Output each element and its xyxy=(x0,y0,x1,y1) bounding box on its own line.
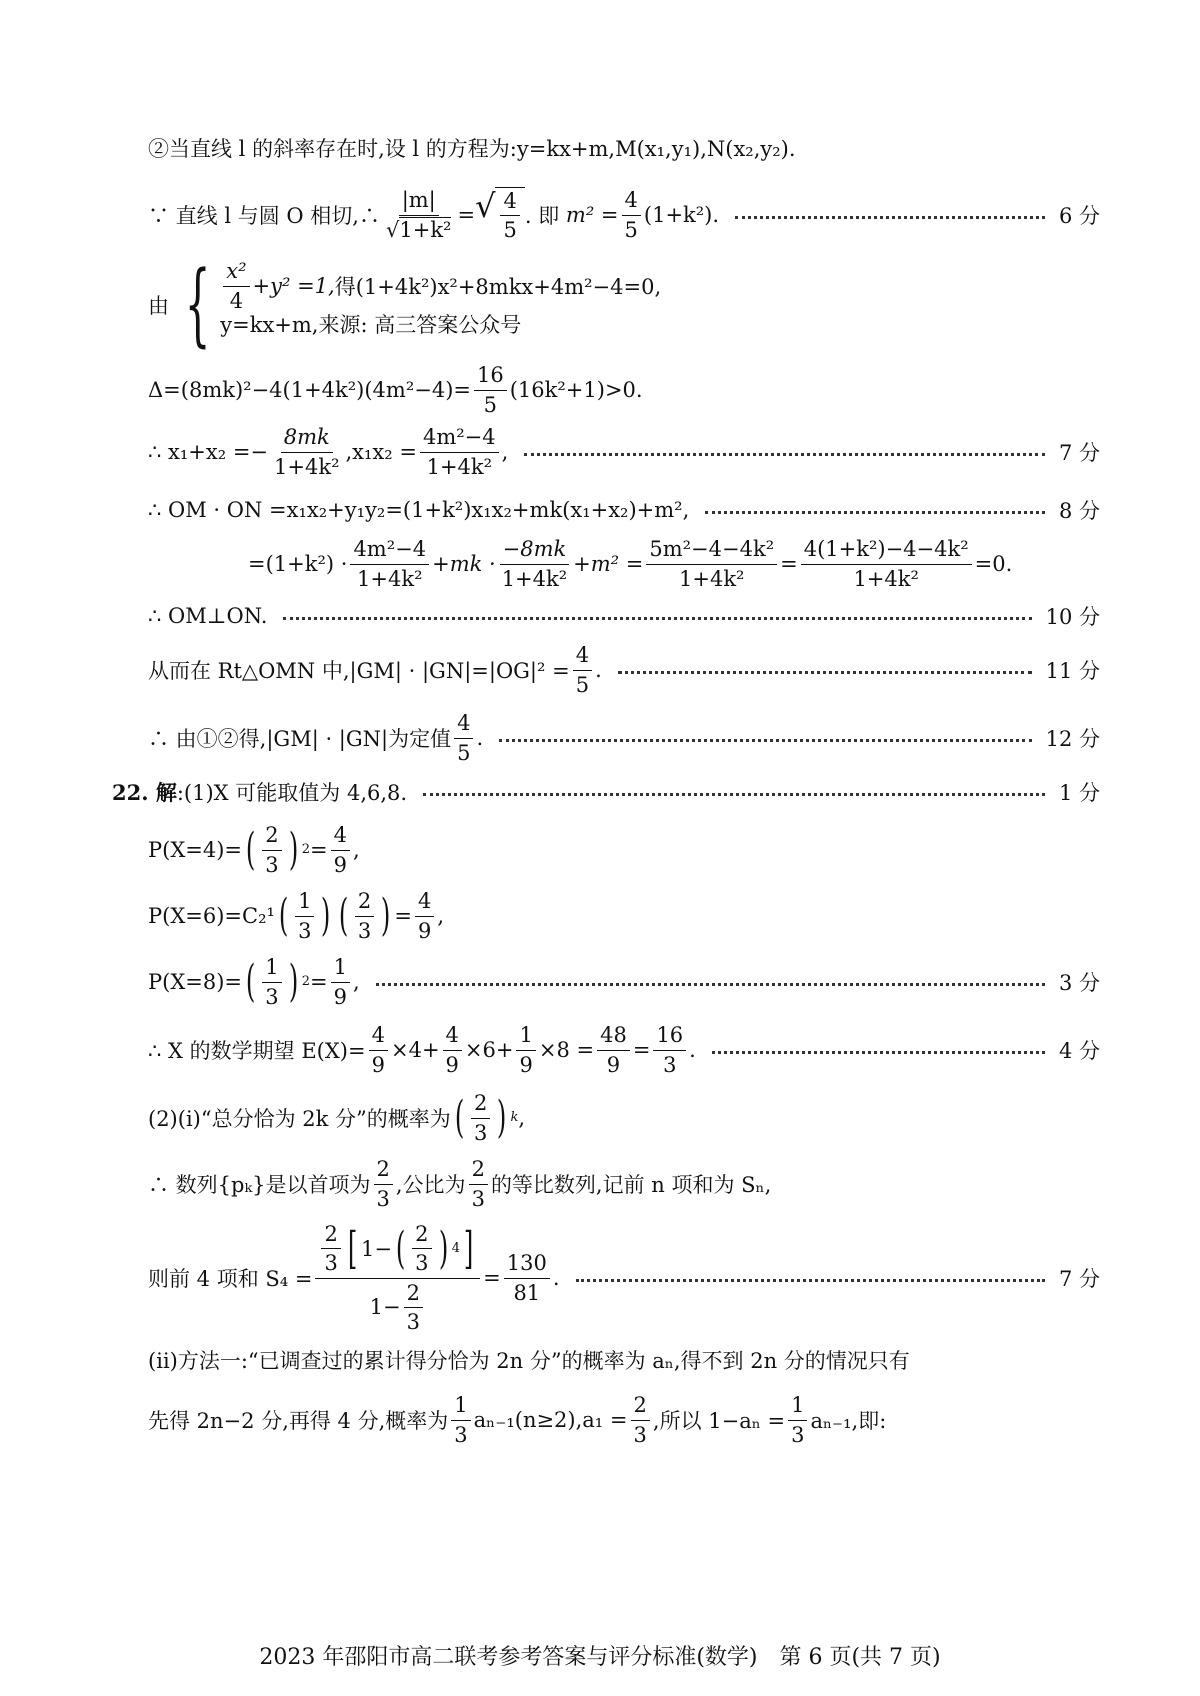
denominator: 1+4k² xyxy=(426,454,493,479)
dot-leader xyxy=(712,1051,1045,1054)
score: 8 分 xyxy=(1058,499,1100,523)
period: . xyxy=(689,1038,696,1062)
line-text: 先得 2n−2 分,再得 4 分,概率为 xyxy=(148,1409,449,1433)
score: 7 分 xyxy=(1058,1267,1100,1291)
dot-leader xyxy=(499,739,1031,742)
bracket: ] xyxy=(463,1222,474,1274)
line-text: ,x₁x₂ = xyxy=(345,440,417,464)
math-text: 1− xyxy=(361,1236,392,1261)
fraction xyxy=(331,954,350,1010)
fraction xyxy=(469,1156,488,1212)
paren: ) xyxy=(288,824,298,875)
fraction xyxy=(653,1022,686,1078)
denominator xyxy=(367,1279,429,1336)
fraction xyxy=(443,1022,462,1078)
line-text: 则前 4 项和 S₄ = xyxy=(148,1267,313,1291)
fraction xyxy=(331,822,350,878)
score: 12 分 xyxy=(1045,727,1100,751)
score: 10 分 xyxy=(1045,605,1100,629)
line-text: ∴ 由①②得,|GM| · |GN|为定值 xyxy=(148,727,452,751)
fraction xyxy=(262,954,281,1010)
text-line: P(X=8)= ( $\frac{1}{3}$ ) 2 = $\frac{1}{9}$ , 3 分 xyxy=(148,955,1100,1009)
fraction xyxy=(321,1221,340,1277)
denominator: 9 xyxy=(417,918,432,943)
denominator: 1+4k² xyxy=(274,454,340,479)
line-text: . 即 xyxy=(524,204,560,228)
numerator: 1 xyxy=(451,1392,470,1420)
numerator: x² xyxy=(223,258,249,286)
line-text: ,公比为 xyxy=(395,1173,466,1197)
fraction xyxy=(315,1221,480,1335)
dot-leader xyxy=(376,983,1045,986)
fraction xyxy=(369,1022,388,1078)
score: 3 分 xyxy=(1058,971,1100,995)
numerator: 48 xyxy=(597,1022,630,1050)
fraction xyxy=(801,536,972,592)
fraction xyxy=(788,1392,807,1448)
comma: , xyxy=(518,1106,526,1130)
numerator: 2 xyxy=(469,1156,488,1184)
dot-leader xyxy=(576,1279,1045,1282)
dot-leader xyxy=(524,453,1045,456)
equals: = xyxy=(394,904,412,928)
paren: ) xyxy=(438,1222,448,1274)
line-text: P(X=4)= xyxy=(148,838,243,862)
fraction xyxy=(383,187,455,243)
text-line xyxy=(148,1152,771,1216)
numerator: 4 xyxy=(500,188,519,216)
numerator: 2 xyxy=(321,1221,340,1249)
paren: ( xyxy=(454,1092,465,1143)
numerator: 1 xyxy=(788,1392,807,1420)
numerator: 16 xyxy=(653,1022,686,1050)
numerator: $\frac{2}{3}$ [ 1− ( $\frac{2}{3}$ ) 4 ] xyxy=(315,1221,480,1279)
denominator: 3 xyxy=(406,1309,420,1334)
text-line xyxy=(148,358,643,422)
dot-leader xyxy=(705,511,1045,514)
paren: ( xyxy=(245,824,256,875)
fraction xyxy=(350,536,429,592)
numerator: 4 xyxy=(573,642,592,670)
fraction xyxy=(271,424,342,480)
denominator: 3 xyxy=(298,918,312,943)
numerator: 1 xyxy=(262,954,281,982)
fraction xyxy=(504,1250,550,1306)
brace: { xyxy=(184,252,211,357)
equals: = xyxy=(632,1038,651,1062)
denominator: √1+k² xyxy=(385,217,452,242)
denominator: 3 xyxy=(791,1422,805,1447)
line-text: ∴ X 的数学期望 E(X)= xyxy=(148,1039,366,1063)
numerator: 4 xyxy=(443,1022,462,1050)
page-footer: 2023 年邵阳市高二联考参考答案与评分标准(数学) 第 6 页(共 7 页) xyxy=(259,1645,941,1670)
denominator: 5 xyxy=(457,740,471,765)
equation-system xyxy=(148,252,662,357)
line-text: (ⅱ)方法一:“已调查过的累计得分恰为 2n 分”的概率为 aₙ,得不到 2n 分的情况只有 xyxy=(148,1349,910,1373)
fraction xyxy=(646,536,777,592)
line-text: Δ=(8mk)²−4(1+4k²)(4m²−4)= xyxy=(148,378,471,402)
numerator: 1 xyxy=(295,888,314,916)
line-text: (2)(ⅰ)“总分恰为 2k 分”的概率为 xyxy=(148,1107,451,1131)
denominator: 1+4k² xyxy=(853,566,919,591)
denominator: 9 xyxy=(333,984,348,1009)
line-text: (16k²+1)>0. xyxy=(509,378,643,402)
numerator: 4 xyxy=(331,822,350,850)
paren: ) xyxy=(288,956,298,1007)
text-line xyxy=(148,1218,1100,1338)
radicand: 1+k² xyxy=(399,217,452,242)
denominator: 9 xyxy=(445,1052,459,1077)
numerator: 2 xyxy=(412,1221,431,1249)
score: 7 分 xyxy=(1058,441,1100,465)
comma: , xyxy=(437,904,445,928)
text-line xyxy=(148,596,1100,636)
denominator: 1+4k² xyxy=(679,566,745,591)
line-text: =(1+k²) · xyxy=(248,552,348,576)
fraction xyxy=(516,1022,535,1078)
period: . xyxy=(552,1266,560,1290)
fraction xyxy=(262,822,281,878)
numerator: 16 xyxy=(474,362,507,390)
paren: ( xyxy=(278,890,289,941)
math-text: m² = xyxy=(565,203,619,227)
fraction xyxy=(499,536,570,592)
numerator: 5m²−4−4k² xyxy=(646,536,777,564)
text-line xyxy=(148,1018,1100,1082)
numerator: 2 xyxy=(631,1392,650,1420)
fraction xyxy=(474,362,507,418)
math-text: ×4+ xyxy=(390,1038,440,1062)
sqrt xyxy=(475,187,525,244)
math-text: ×8 = xyxy=(538,1038,595,1062)
question-header xyxy=(112,772,1100,812)
dot-leader xyxy=(283,617,1031,620)
numerator: 4(1+k²)−4−4k² xyxy=(801,536,972,564)
numerator: 4 xyxy=(454,710,473,738)
fraction xyxy=(295,888,314,944)
score: 4 分 xyxy=(1058,1039,1100,1063)
text-line xyxy=(148,1086,525,1150)
text-line xyxy=(148,420,1100,484)
line-text: ,所以 1−aₙ = xyxy=(652,1409,786,1433)
fraction xyxy=(374,1156,393,1212)
math-text: +mk · xyxy=(432,552,496,576)
line-text: ∴ x₁+x₂ =− xyxy=(148,440,269,464)
numerator: 4m²−4 xyxy=(420,424,499,452)
denominator: 3 xyxy=(473,1120,488,1145)
period: . xyxy=(476,726,484,750)
denominator: 9 xyxy=(519,1052,533,1077)
math-text: 1− xyxy=(369,1295,401,1320)
denominator: 5 xyxy=(575,672,590,697)
fraction xyxy=(471,1090,490,1146)
equals: = xyxy=(310,838,328,862)
system-row xyxy=(220,259,662,313)
system-rows xyxy=(220,259,662,343)
numerator: 2 xyxy=(355,888,374,916)
text-line xyxy=(148,884,444,948)
denominator: 3 xyxy=(265,852,279,877)
math-text: (1+k²). xyxy=(643,203,720,227)
numerator: 8mk xyxy=(281,424,333,452)
line-text: ∴ OM · ON =x₁x₂+y₁y₂=(1+k²)x₁x₂+mk(x₁+x₂)+m², xyxy=(148,498,690,522)
paren: ( xyxy=(395,1222,406,1274)
denominator: 3 xyxy=(357,918,372,943)
numerator: 4m²−4 xyxy=(350,536,429,564)
fraction xyxy=(573,642,592,698)
denominator: 4 xyxy=(229,288,244,313)
score: 1 分 xyxy=(1058,781,1100,805)
line-text: ②当直线 l 的斜率存在时,设 l 的方程为:y=kx+m,M(x₁,y₁),N(x₂,y₂). xyxy=(148,137,796,161)
comma: , xyxy=(353,838,360,862)
fraction xyxy=(355,888,374,944)
fraction xyxy=(451,1392,470,1448)
denominator: 9 xyxy=(333,852,348,877)
paren: ( xyxy=(245,956,256,1007)
text-line xyxy=(148,1388,886,1452)
math-text: +m² = xyxy=(573,552,644,576)
line-text: :(1)X 可能取值为 4,6,8. xyxy=(176,781,408,805)
denominator: 1+4k² xyxy=(357,566,423,591)
denominator: 5 xyxy=(503,218,517,242)
equals: = xyxy=(310,970,328,994)
numerator: |m| xyxy=(399,187,439,215)
fraction xyxy=(631,1392,650,1448)
radicand xyxy=(495,187,524,244)
exponent: k xyxy=(510,1110,519,1125)
denominator: 3 xyxy=(415,1251,429,1276)
comma: , xyxy=(353,970,360,994)
numerator: 2 xyxy=(404,1280,423,1308)
fraction xyxy=(454,710,473,766)
denominator: 3 xyxy=(471,1186,485,1211)
text-line xyxy=(148,638,1100,702)
equals: = xyxy=(457,203,476,227)
numerator: −8mk xyxy=(500,536,570,564)
numerator: 4 xyxy=(622,187,641,215)
paren: ) xyxy=(497,1092,507,1143)
math-text: ×6+ xyxy=(464,1038,514,1062)
denominator: 3 xyxy=(454,1422,468,1447)
denominator: 1+4k² xyxy=(501,566,568,591)
line-text: aₙ₋₁(n≥2),a₁ = xyxy=(473,1408,628,1432)
line-text: y=kx+m,来源: 高三答案公众号 xyxy=(220,313,522,337)
line-text: P(X=8)= xyxy=(148,970,243,994)
math-text: =0. xyxy=(974,552,1013,576)
paren: ) xyxy=(321,890,331,941)
fraction xyxy=(500,188,519,244)
line-text: 由 xyxy=(148,294,169,318)
fraction xyxy=(404,1280,423,1336)
text-line xyxy=(148,128,796,168)
score: 6 分 xyxy=(1058,204,1100,228)
numerator: 2 xyxy=(262,822,281,850)
denominator: 9 xyxy=(371,1052,385,1077)
denominator: 3 xyxy=(324,1251,338,1276)
radical-sign: √ xyxy=(475,186,496,225)
denominator: 81 xyxy=(513,1280,541,1305)
paren: ) xyxy=(381,890,391,941)
fraction xyxy=(597,1022,630,1078)
equals: = xyxy=(780,552,798,576)
text-line xyxy=(248,532,1012,596)
denominator: 5 xyxy=(624,217,638,242)
dot-leader xyxy=(735,216,1045,219)
fraction xyxy=(420,424,499,480)
text-line xyxy=(148,1340,910,1380)
line-text: P(X=6)=C₂¹ xyxy=(148,904,275,928)
numerator: 4 xyxy=(415,888,434,916)
text-line: P(X=4)= ( $\frac{2}{3}$ ) 2 = $\frac{4}{9}$ , xyxy=(148,823,360,877)
text-line xyxy=(148,490,1100,530)
line-text: 从而在 Rt△OMN 中,|GM| · |GN|=|OG|² = xyxy=(148,659,570,683)
numerator: 1 xyxy=(331,954,350,982)
fraction xyxy=(622,187,641,243)
line-text: ∴ OM⊥ON. xyxy=(148,604,268,628)
numerator: 1 xyxy=(516,1022,535,1050)
line-text: aₙ₋₁,即: xyxy=(810,1409,887,1433)
dot-leader xyxy=(618,671,1032,674)
equals: = xyxy=(483,1266,501,1290)
paren: ( xyxy=(338,890,348,941)
denominator: 5 xyxy=(483,392,498,417)
system-row xyxy=(220,305,661,343)
math-text: +y² =1, xyxy=(252,274,335,298)
denominator: 3 xyxy=(376,1186,390,1211)
question-number: 22. 解 xyxy=(112,780,177,805)
dot-leader xyxy=(423,793,1045,796)
period: . xyxy=(595,658,602,682)
comma: , xyxy=(501,440,509,464)
text-line xyxy=(148,706,1100,770)
line-text: ∵ 直线 l 与圆 O 相切,∴ xyxy=(148,204,380,228)
fraction xyxy=(412,1221,431,1277)
line-text: 的等比数列,记前 n 项和为 Sₙ, xyxy=(490,1173,772,1197)
denominator: 9 xyxy=(606,1052,621,1077)
line-text: ∴ 数列{pₖ}是以首项为 xyxy=(148,1173,371,1197)
numerator: 2 xyxy=(471,1090,490,1118)
fraction xyxy=(415,888,434,944)
denominator: 3 xyxy=(633,1422,647,1447)
numerator: 130 xyxy=(504,1250,550,1278)
text-line xyxy=(148,180,1100,250)
bracket: [ xyxy=(347,1222,358,1274)
line-text: 得(1+4k²)x²+8mkx+4m²−4=0, xyxy=(334,275,662,299)
numerator: 4 xyxy=(369,1022,388,1050)
numerator: 2 xyxy=(374,1156,393,1184)
score: 11 分 xyxy=(1045,659,1100,683)
denominator: 3 xyxy=(265,984,279,1009)
denominator: 3 xyxy=(663,1052,677,1077)
